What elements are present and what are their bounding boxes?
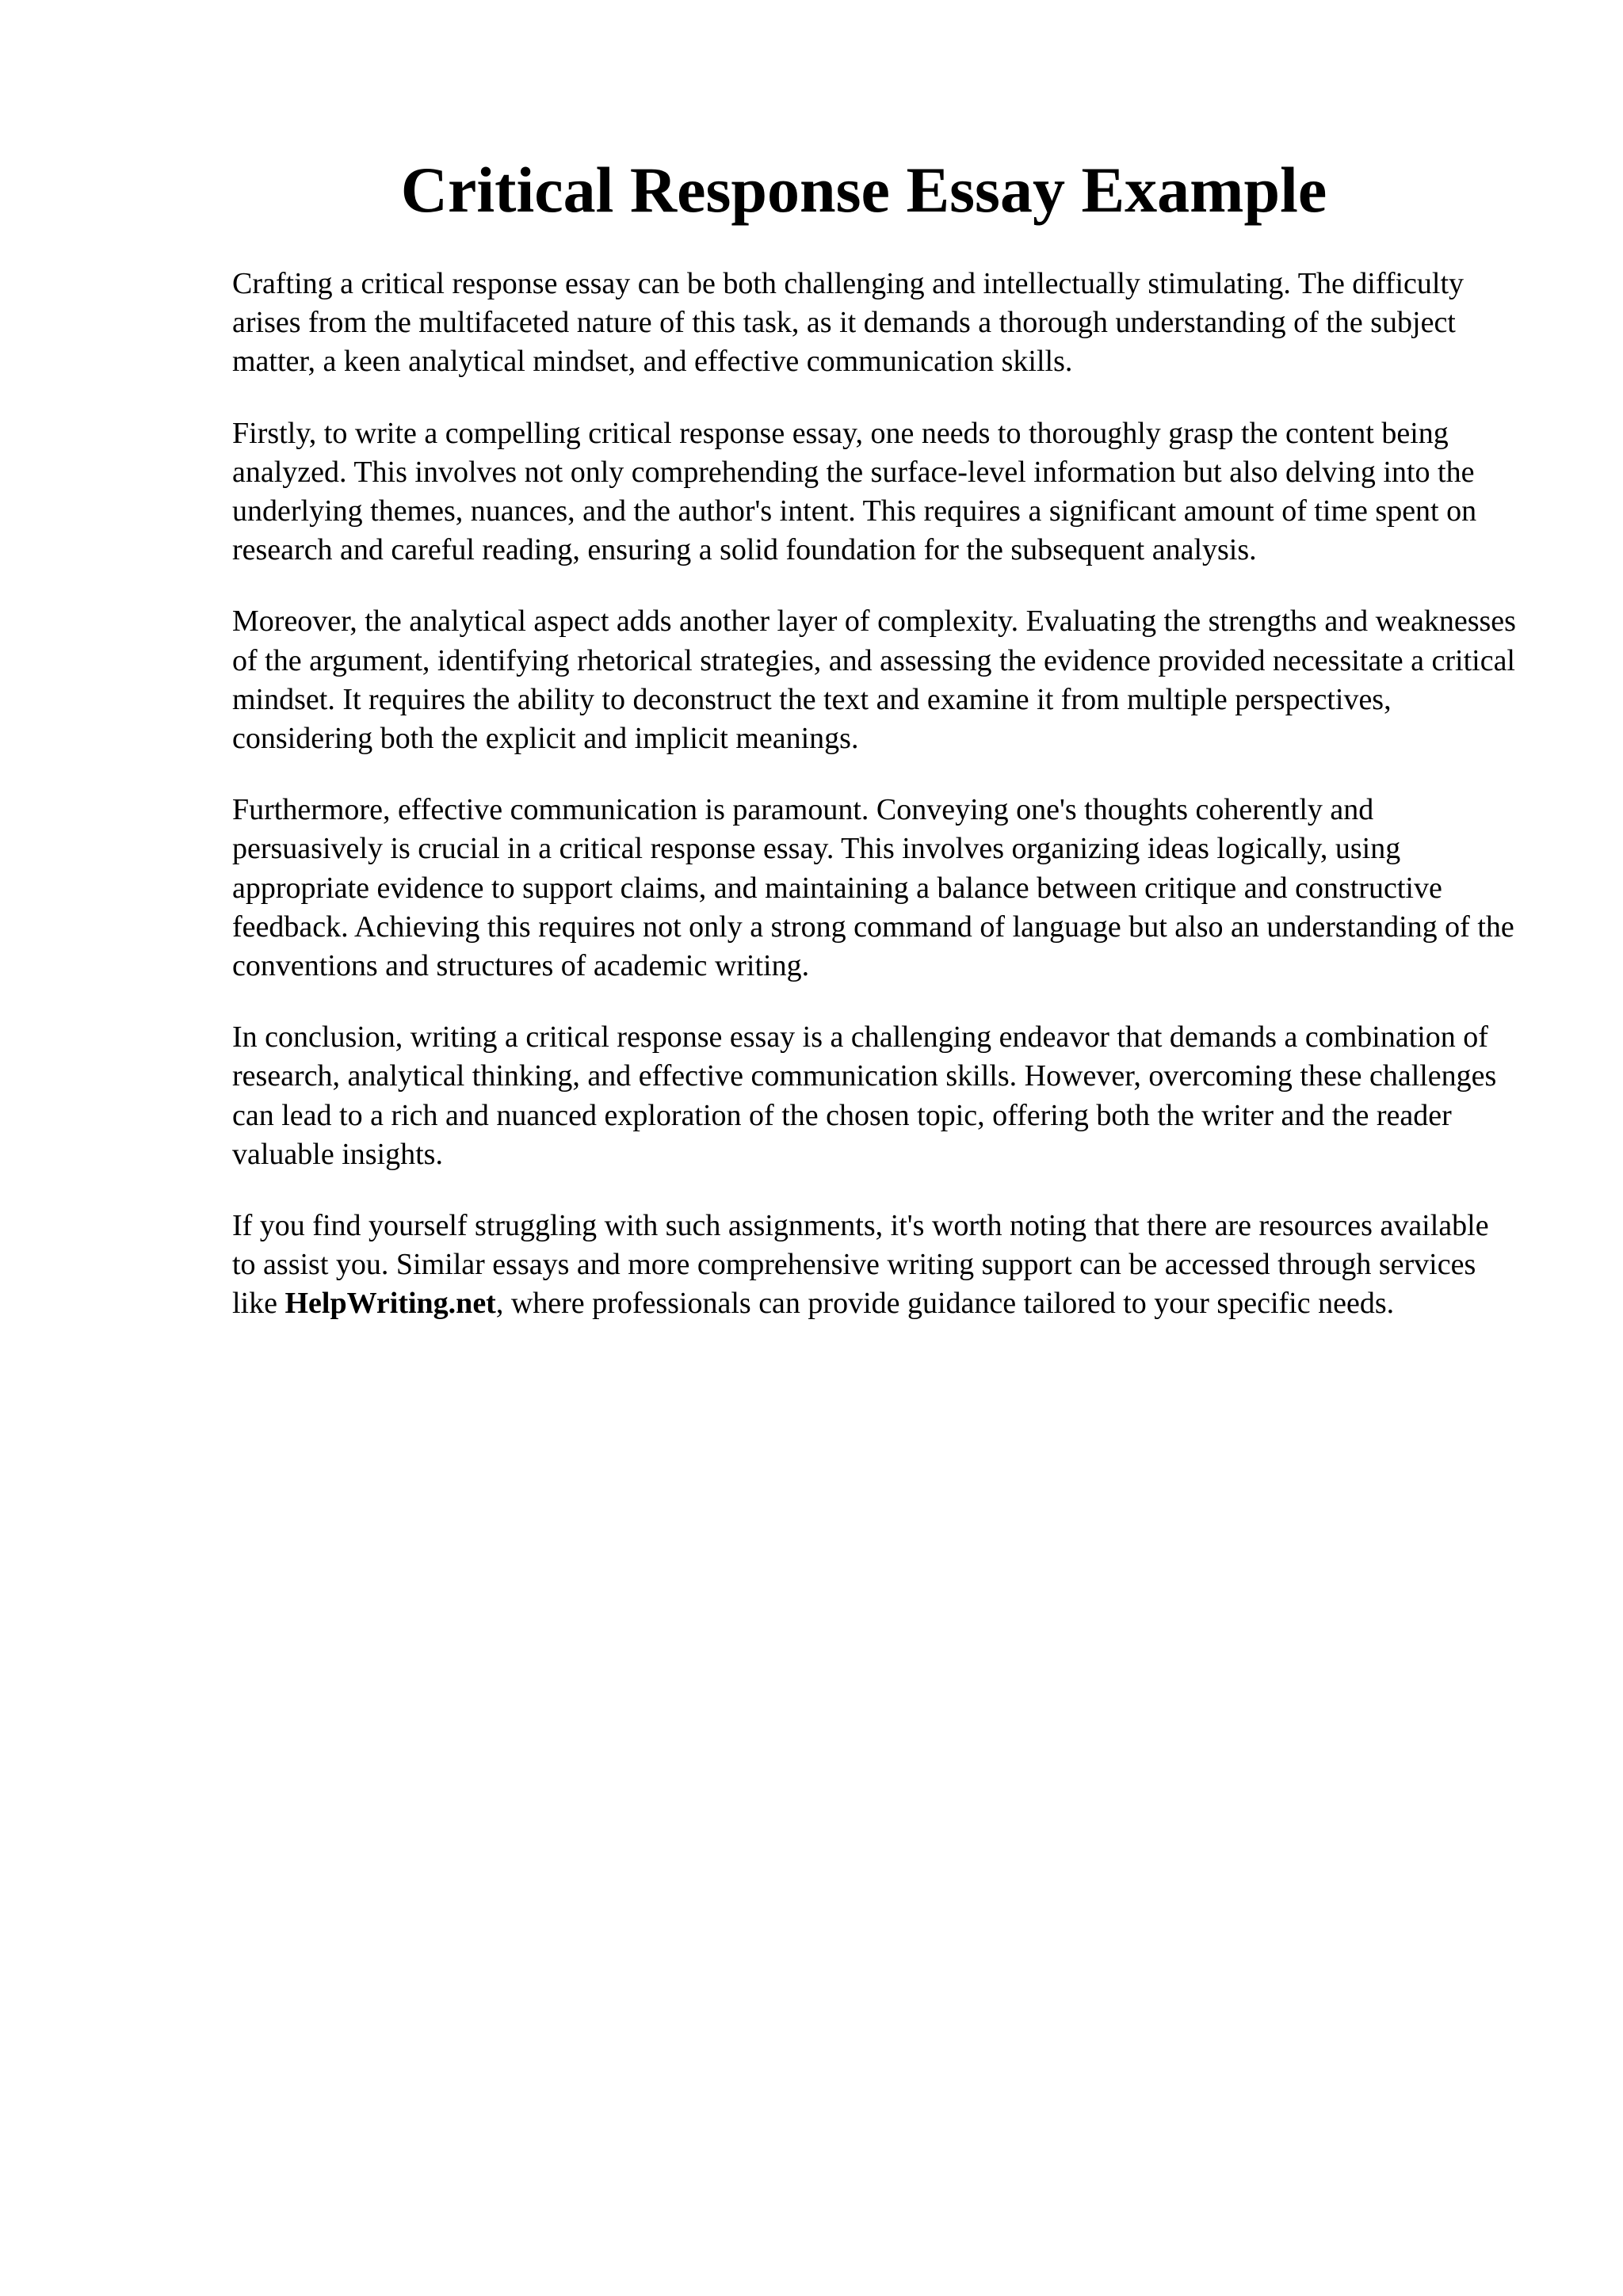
paragraph-intro: Crafting a critical response essay can be both challenging and intellectually stimulating. The difficulty arises from the multifaceted nature of this task, as it demands a thorough understanding of the subject matter, a keen analytical mindset, and effective communication skills. xyxy=(232,267,1465,379)
closing-text-before: If you find yourself struggling with such assignments, it's worth noting that there are resources available to assist you. Similar essays and more comprehensive writing support can be accessed through services like xyxy=(232,1209,1489,1321)
essay-body xyxy=(232,265,1516,1356)
paragraph-analytical: Moreover, the analytical aspect adds another layer of complexity. Evaluating the strengths and weaknesses of the argument, identifying rhetorical strategies, and assessing the evidence provided necessitate a critical mindset. It requires the ability to deconstruct the text and examine it from multiple perspectives, considering both the explicit and implicit meanings. xyxy=(232,605,1516,756)
closing-text-after: , where professionals can provide guidance tailored to your specific needs. xyxy=(495,1287,1395,1321)
paragraph-communication: Furthermore, effective communication is paramount. Conveying one's thoughts coherently and persuasively is crucial in a critical response essay. This involves organizing ideas logically, using appropriate evidence to support claims, and maintaining a balance between critique and constructive feedback. Achieving this requires not only a strong command of language but also an understanding of the conventions and structures of academic writing. xyxy=(232,793,1514,983)
document-title: Critical Response Essay Example xyxy=(400,154,1327,226)
paragraph-closing xyxy=(232,1207,1516,1324)
paragraph-content-grasp: Firstly, to write a compelling critical response essay, one needs to thoroughly grasp the content being analyzed. This involves not only comprehending the surface-level information but also delving into the underlying themes, nuances, and the author's intent. This requires a significant amount of time spent on research and careful reading, ensuring a solid foundation for the subsequent analysis. xyxy=(232,416,1477,567)
paragraph-conclusion: In conclusion, writing a critical response essay is a challenging endeavor that demands a combination of research, analytical thinking, and effective communication skills. However, overcoming these challenges can lead to a rich and nuanced exploration of the chosen topic, offering both the writer and the reader valuable insights. xyxy=(232,1020,1497,1171)
brand-link[interactable]: HelpWriting.net xyxy=(285,1287,496,1321)
